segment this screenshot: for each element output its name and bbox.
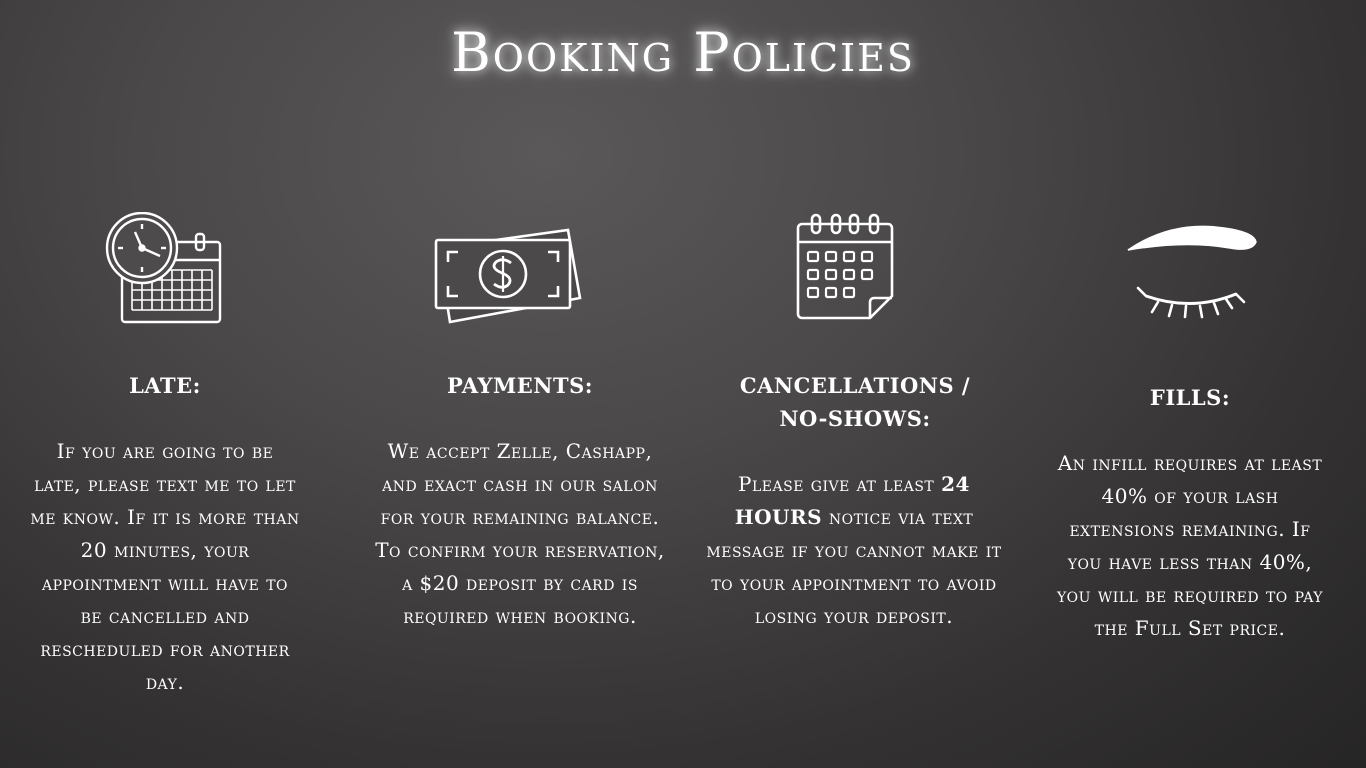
- payments-methods-text: We accept Zelle, Cashapp, and exact cash in our salon for your remaining balance.: [380, 439, 660, 529]
- closed-eye-icon: [1124, 216, 1260, 322]
- clock-calendar-icon: [104, 212, 226, 326]
- cancellations-policy-text: [704, 468, 1004, 633]
- fills-policy-text: An infill requires at least 40% of your lash extensions remaining. If you have less than 40%, you will be required to pay the Full Set price.: [1056, 451, 1324, 640]
- notice-period-emphasis: 24 HOURS: [734, 472, 970, 529]
- cancellations-text-end: notice via text message if you cannot make it to your appointment to avoid losing your deposit.: [706, 505, 1002, 628]
- cancellations-heading: CANCELLATIONS / NO-SHOWS:: [739, 373, 971, 431]
- dollar-bill-icon: [432, 226, 584, 326]
- late-heading: LATE:: [129, 373, 201, 398]
- payments-deposit-text: To confirm your reservation, a $20 deposit by card is required when booking.: [375, 538, 665, 628]
- late-policy-text: If you are going to be late, please text me to let me know. If it is more than 20 minutes, your appointment will have to be cancelled and rescheduled for another day.: [30, 439, 300, 694]
- payments-heading: PAYMENTS:: [447, 373, 593, 398]
- payments-policy-text: [368, 435, 672, 633]
- fills-heading: FILLS:: [1149, 385, 1231, 410]
- calendar-icon: [794, 212, 896, 324]
- cancellations-text-start: Please give at least: [738, 472, 942, 496]
- page-title: Booking Policies: [451, 21, 915, 84]
